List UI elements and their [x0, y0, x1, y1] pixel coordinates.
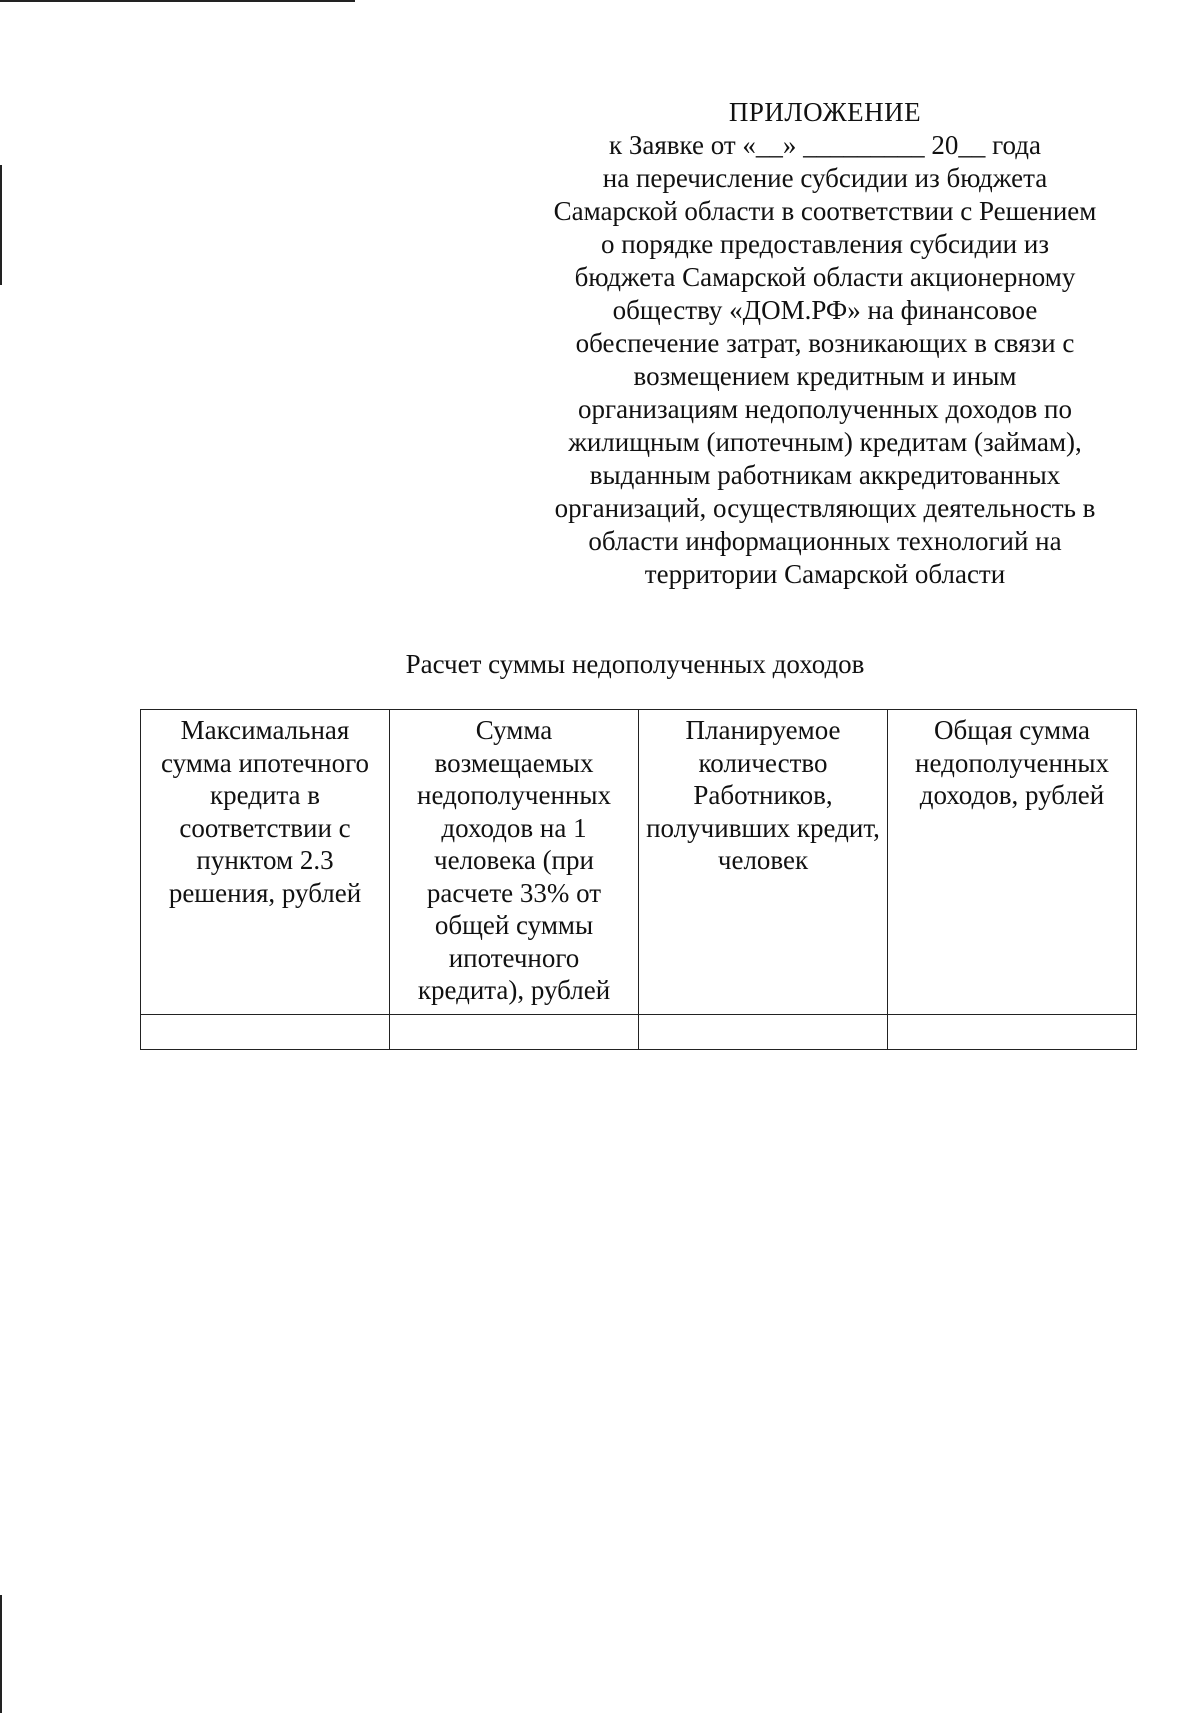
- table-row: [141, 1015, 1137, 1050]
- calculation-table: [140, 709, 1137, 1050]
- table-header-row: [141, 710, 1137, 1015]
- appendix-line: организациям недополученных доходов по: [578, 394, 1072, 424]
- appendix-line: обеспечение затрат, возникающих в связи с: [575, 328, 1075, 358]
- column-header-max-credit: Максимальная сумма ипотечного кредита в соответствии с пунктом 2.3 решения, рублей: [141, 710, 390, 1015]
- table-cell: [639, 1015, 888, 1050]
- table-cell: [888, 1015, 1137, 1050]
- appendix-line: обществу «ДОМ.РФ» на финансовое: [612, 295, 1038, 325]
- appendix-title: ПРИЛОЖЕНИЕ: [728, 97, 922, 127]
- column-header-total-amount: Общая сумма недополученных доходов, рублей: [888, 710, 1137, 1015]
- appendix-header: [530, 96, 1120, 591]
- scan-edge-mark: [0, 1595, 2, 1713]
- appendix-line: выданным работникам аккредитованных: [589, 460, 1061, 490]
- scan-edge-mark: [0, 0, 355, 2]
- appendix-line: о порядке предоставления субсидии из: [601, 229, 1049, 259]
- appendix-line: к Заявке от «__» _________ 20__ года: [608, 130, 1041, 160]
- appendix-line: бюджета Самарской области акционерному: [574, 262, 1076, 292]
- table-cell: [390, 1015, 639, 1050]
- scan-edge-mark: [0, 165, 2, 285]
- appendix-line: территории Самарской области: [644, 559, 1006, 589]
- appendix-line: жилищным (ипотечным) кредитам (займам),: [568, 427, 1082, 457]
- appendix-line: Самарской области в соответствии с Решением: [553, 196, 1097, 226]
- column-header-planned-workers: Планируемое количество Работников, получивших кредит, человек: [639, 710, 888, 1015]
- table-cell: [141, 1015, 390, 1050]
- appendix-line: возмещением кредитным и иным: [633, 361, 1017, 391]
- appendix-line: организаций, осуществляющих деятельность в: [554, 493, 1096, 523]
- column-header-per-person-amount: Сумма возмещаемых недополученных доходов на 1 человека (при расчете 33% от общей суммы ипотечного кредита), рублей: [390, 710, 639, 1015]
- calculation-title: Расчет суммы недополученных доходов: [405, 649, 865, 679]
- appendix-line: области информационных технологий на: [588, 526, 1062, 556]
- appendix-line: на перечисление субсидии из бюджета: [602, 163, 1048, 193]
